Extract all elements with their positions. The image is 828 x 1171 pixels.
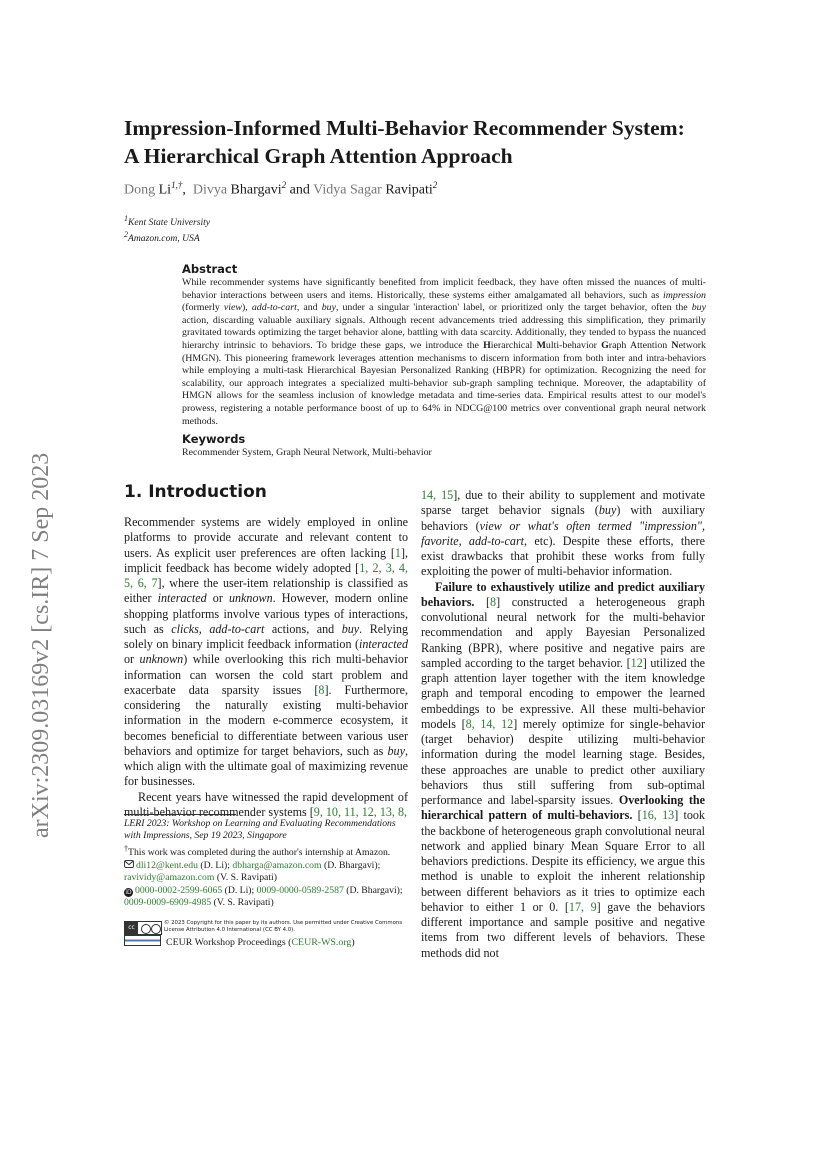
intro-paragraph-3: Failure to exhaustively utilize and predict auxiliary behaviors. [8] constructed a heterogeneous graph convolutional neural network for the multi-behavior recommendation and apply Bayesian Personalized Ranking (BPR), where positive and negative pairs are sampled according to the target behavior. [12] utilized the graph attention layer together with the item knowledge graph and temporal encoding to empower the learned embeddings to be expressive. All these multi-behavior models [8, 14, 12] merely optimize for single-behavior (target behavior) despite utilizing multi-behavior information during the model learning stage. Besides, these approaches are unable to predict other auxiliary behaviors thus still suffering from sub-optimal performance and label-sparsity issues. Overlooking the hierarchical pattern of multi-behaviors. [16, 13] took the backbone of heterogeneous graph convolutional neural network and applied binary Mean Square Error to all behaviors predictions. Despite its efficiency, we argue this method is unable to exploit the inherent relationship between different behaviors as it tries to optimize each behavior to either 1 or 0. [17, 9] gave the behaviors different importance and sample positive and negative items from two different levels of behaviors. These methods did not bbox=[421, 579, 706, 960]
copyright-text: © 2023 Copyright for this paper by its authors. Use permitted under Creative Commons License Attribution 4.0 International (CC BY 4.0). bbox=[164, 920, 403, 933]
citation-link[interactable]: 14, 15 bbox=[421, 488, 454, 502]
author-2-last: Bhargavi bbox=[230, 182, 282, 198]
orcid-link-bhargavi[interactable]: 0009-0000-0589-2587 bbox=[256, 884, 344, 896]
citation-link[interactable]: 16, 13 bbox=[641, 808, 675, 823]
citation-link[interactable]: 8, 14, 12 bbox=[465, 716, 514, 731]
citation-link[interactable]: 8 bbox=[490, 594, 497, 609]
ceur-ws-link[interactable]: CEUR-WS.org bbox=[291, 937, 352, 948]
orcid-footnote: iD 0000-0002-2599-6065 (D. Li); 0009-0000-0589-2587 (D. Bhargavi); 0009-0009-6909-4985 (V. S. Ravipati) bbox=[124, 884, 403, 909]
affiliation-2-sup: 2 bbox=[124, 230, 128, 239]
abstract-section bbox=[182, 262, 706, 428]
orcid-link-li[interactable]: 0000-0002-2599-6065 bbox=[135, 884, 223, 896]
affiliation-1-sup: 1 bbox=[124, 214, 128, 223]
citation-link[interactable]: 1 bbox=[394, 545, 401, 560]
title-line-2: A Hierarchical Graph Attention Approach bbox=[124, 144, 513, 168]
venue-footnote: LERI 2023: Workshop on Learning and Evaluating Recommendations with Impressions, Sep 19 2023, Singapore bbox=[124, 818, 396, 842]
author-3-sup: 2 bbox=[432, 180, 438, 190]
citation-link[interactable]: 1, 2, 3, 4, 5, 6, 7 bbox=[124, 560, 408, 590]
author-and: and bbox=[289, 182, 310, 198]
keywords-text: Recommender System, Graph Neural Network, Multi-behavior bbox=[182, 447, 432, 458]
intro-paragraph-2: Recent years have witnessed the rapid development of multi-behavior recommender systems [9, 10, 11, 12, 13, 8, bbox=[124, 789, 408, 819]
cc-by-license-icon[interactable]: cc bbox=[124, 921, 162, 935]
author-3-last: Ravipati bbox=[385, 182, 433, 198]
paper-title bbox=[124, 114, 744, 170]
abstract-text: While recommender systems have significantly benefited from implicit feedback, they have often missed the nuances of multi-behavior interactions between users and items. Historically, these systems either amalgamated all behaviors, such as impression (formerly view), add-to-cart, and buy, under a singular 'interaction' label, or prioritized only the target behavior, often the buy action, discarding valuable auxiliary signals. Although recent advancements tried addressing this simplification, they primarily gravitated towards optimizing the target behavior alone, battling with data scarcity. Additionally, they tended to bypass the nuanced hierarchy intrinsic to behaviors. To bridge these gaps, we introduce the Hierarchical Multi-behavior Graph Attention Network (HMGN). This pioneering framework leverages attention mechanisms to discern information from both inter and intra-behaviors while employing a multi-task Hierarchical Bayesian Personalized Ranking (HBPR) for optimization. Recognizing the need for scalability, our approach integrates a specialized multi-behavior sub-graph sampling technique. Moreover, the adaptability of HMGN allows for the seamless inclusion of knowledge metadata and time-series data. Empirical results attest to our model's prowess, registering a notable performance boost of up to 64% in NDCG@100 metrics over conventional graph neural network methods. bbox=[182, 277, 706, 427]
intro-paragraph-1: Recommender systems are widely employed in online platforms to provide accurate and relevant content to users. As explicit user preferences are often lacking [1], implicit feedback has become widely adopted [1, 2, 3, 4, 5, 6, 7], where the user-item relationship is classified as either interacted or unknown. However, modern online shopping platforms involve various types of interactions, such as clicks, add-to-cart actions, and buy. Relying solely on binary implicit feedback information (interacted or unknown) while overlooking this rich multi-behavior information can worsen the cold start problem and exacerbate data sparsity issues [8]. Furthermore, considering the naturally existing multi-behavior information in the modern e-commerce ecosystem, it becomes beneficial to differentiate between various user behaviors and optimize for target behaviors, such as buy, which align with the ultimate goal of maximizing revenue for businesses. bbox=[124, 515, 409, 789]
keywords-section bbox=[182, 432, 706, 460]
author-3-first: Vidya Sagar bbox=[313, 182, 382, 198]
left-column bbox=[124, 515, 408, 820]
citation-link[interactable]: 17, 9 bbox=[568, 899, 597, 914]
email-link-bhargavi[interactable]: dbharga@amazon.com bbox=[232, 860, 322, 872]
envelope-icon bbox=[124, 859, 134, 869]
footnote-divider bbox=[124, 814, 236, 815]
right-column bbox=[421, 488, 705, 961]
citation-link[interactable]: 12 bbox=[630, 655, 643, 670]
ceur-proceedings-row: CEUR Workshop Proceedings (CEUR-WS.org) bbox=[124, 935, 424, 948]
orcid-link-ravipati[interactable]: 0009-0009-6909-4985 bbox=[124, 897, 212, 909]
author-2-first: Divya bbox=[192, 182, 228, 198]
footnotes bbox=[124, 818, 414, 909]
affiliation-1 bbox=[124, 214, 210, 228]
introduction-heading: 1. Introduction bbox=[124, 482, 267, 502]
keywords-heading: Keywords bbox=[182, 432, 246, 446]
author-1-sup: 1,† bbox=[171, 180, 183, 190]
email-link-ravipati[interactable]: ravividy@amazon.com bbox=[124, 872, 215, 884]
ceur-logo-icon bbox=[124, 935, 161, 946]
affiliation-2-name: Amazon.com, USA bbox=[128, 233, 200, 245]
title-line-1: Impression-Informed Multi-Behavior Recommender System: bbox=[124, 116, 685, 140]
affiliation-2 bbox=[124, 230, 200, 244]
author-list: Dong $Li^{1,\dagger}$, Divya Bhargavi$^2$ and Vidya Sagar Ravipati$^2$ bbox=[124, 180, 438, 198]
abstract-heading: Abstract bbox=[182, 262, 238, 276]
citation-link[interactable]: 8 bbox=[318, 682, 325, 697]
orcid-icon: iD bbox=[125, 888, 132, 896]
arxiv-identifier-stamp bbox=[14, 380, 60, 840]
intro-paragraph-2-continued: 14, 15], due to their ability to supplement and motivate sparse target behavior signals (buy) with auxiliary behaviors (view or what's often termed "impression", favorite, add-to-cart, etc). Despite these efforts, there exist drawbacks that prohibit these works from fully exploiting the power of multi-behavior information. bbox=[421, 488, 706, 579]
email-footnote: dli12@kent.edu (D. Li); dbharga@amazon.com (D. Bhargavi); ravividy@amazon.com (V. S. Ravipati) bbox=[124, 860, 381, 884]
dagger-footnote: †This work was completed during the author's internship at Amazon. bbox=[124, 843, 391, 858]
email-link-li[interactable]: dli12@kent.edu bbox=[136, 860, 198, 872]
author-1-first: Dong bbox=[124, 182, 156, 198]
citation-link[interactable]: 9, 10, 11, 12, 13, 8, bbox=[313, 804, 408, 819]
author-2-sup: 2 bbox=[281, 180, 287, 190]
arxiv-stamp-text: arXiv:2309.03169v2 [cs.IR] 7 Sep 2023 bbox=[28, 452, 54, 838]
affiliation-1-name: Kent State University bbox=[128, 217, 211, 229]
author-1-last: Li bbox=[158, 182, 172, 198]
